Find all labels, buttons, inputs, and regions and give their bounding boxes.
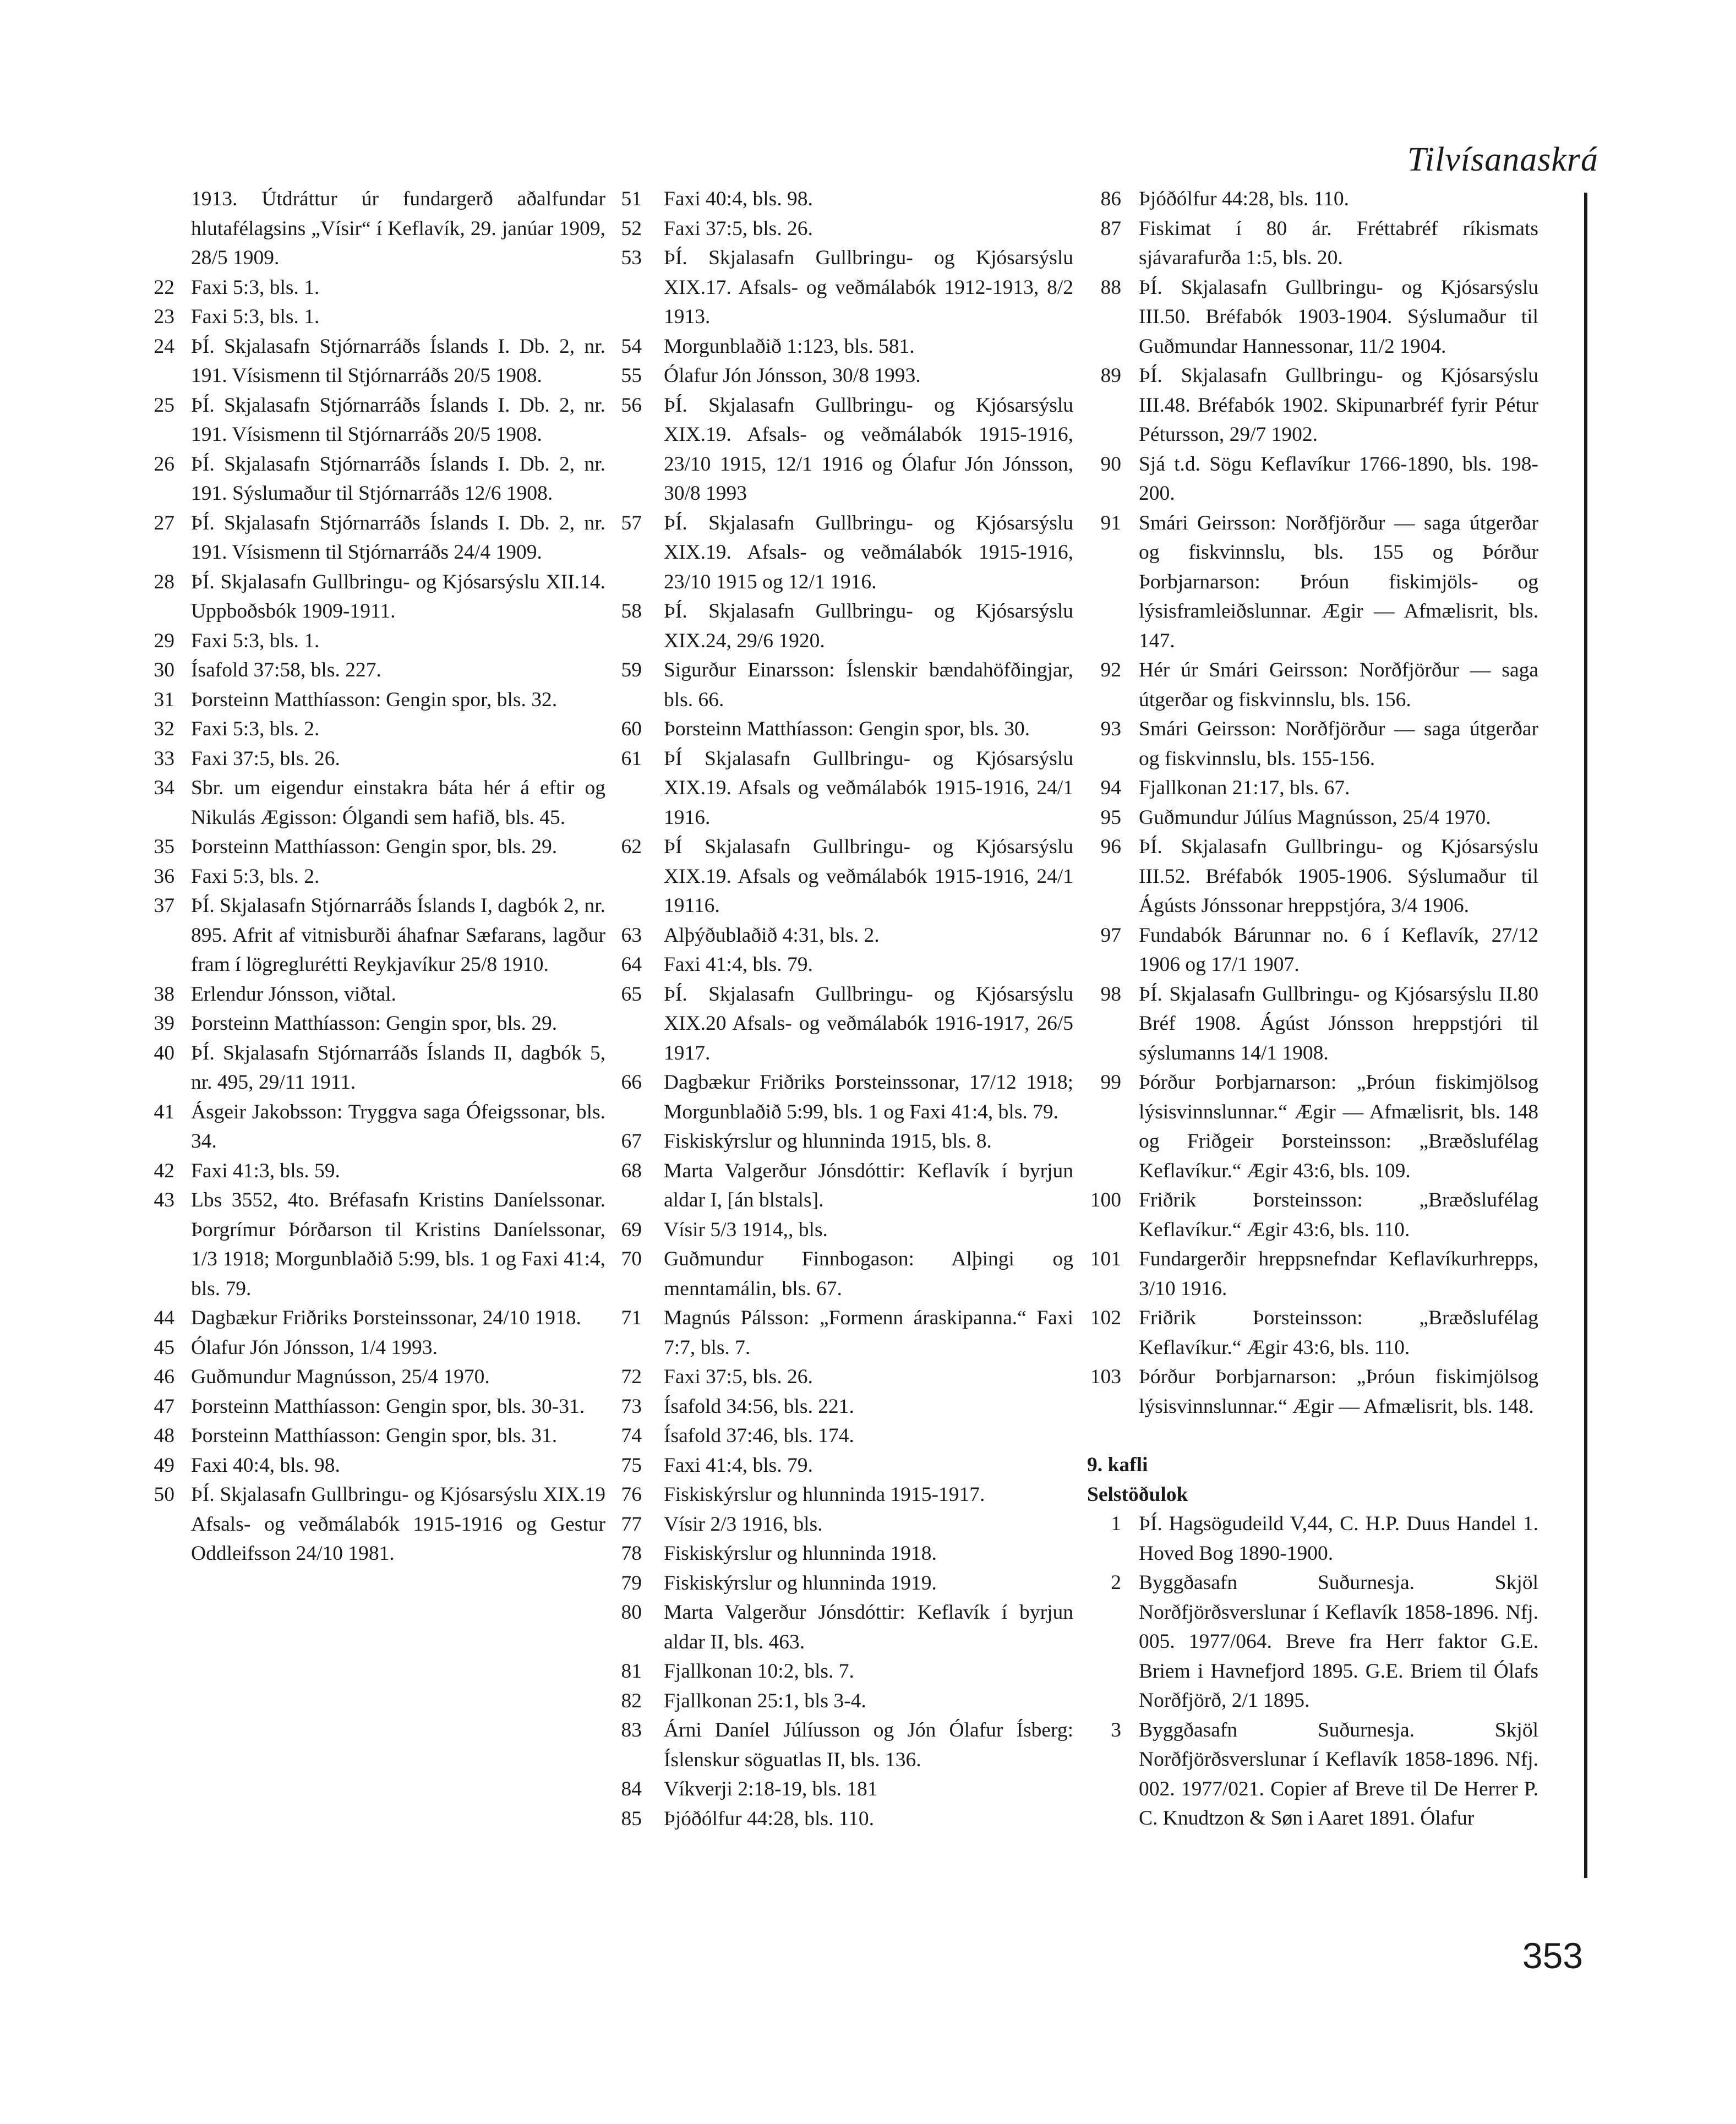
note-number: 90 xyxy=(1100,452,1121,476)
note-text: ÞÍ. Skjalasafn Gullbringu- og Kjósarsýslu XIX.17. Afsals- og veðmálabók 1912-1913, 8/2 1913. xyxy=(664,247,1073,328)
note-text: Ísafold 37:46, bls. 174. xyxy=(664,1424,854,1447)
note-text: Faxi 5:3, bls. 1. xyxy=(191,305,320,328)
note-number: 95 xyxy=(1100,806,1121,829)
note-entry xyxy=(1087,1186,1538,1244)
note-number: 26 xyxy=(154,452,174,476)
section-heading: Selstöðulok xyxy=(1087,1483,1188,1506)
note-entry xyxy=(615,1156,1073,1215)
note-text: Marta Valgerður Jónsdóttir: Keflavík í byrjun aldar II, bls. 463. xyxy=(664,1601,1073,1653)
note-text: Faxi 41:4, bls. 79. xyxy=(664,1454,813,1477)
note-text: ÞÍ. Skjalasafn Stjórnarráðs Íslands I. Db. 2, nr. 191. Vísismenn til Stjórnarráðs 24/4 1909. xyxy=(191,511,605,564)
note-text: Faxi 37:5, bls. 26. xyxy=(664,1366,813,1388)
note-entry xyxy=(140,656,605,685)
note-text: Ísafold 37:58, bls. 227. xyxy=(191,659,381,681)
note-entry xyxy=(140,1039,605,1098)
note-number: 103 xyxy=(1090,1366,1121,1388)
vertical-rule xyxy=(1584,193,1587,1878)
note-number: 51 xyxy=(621,188,642,210)
note-number: 47 xyxy=(154,1395,174,1418)
note-text: Sigurður Einarsson: Íslenskir bændahöfðingjar, bls. 66. xyxy=(664,659,1073,711)
note-text: Faxi 5:3, bls. 2. xyxy=(191,718,320,740)
note-entry xyxy=(615,921,1073,951)
continued-note: 1913. Útdráttur úr fundargerð aðalfundar hlutafélagsins „Vísir“ í Keflavík, 29. janúar 1909, 28/5 1909. xyxy=(191,188,605,269)
note-text: Smári Geirsson: Norðfjörður — saga útgerðar og fiskvinnslu, bls. 155-156. xyxy=(1139,718,1538,770)
note-number: 24 xyxy=(154,335,174,358)
note-number: 41 xyxy=(154,1100,174,1123)
note-number: 54 xyxy=(621,335,642,358)
note-entry xyxy=(140,1156,605,1186)
chapter-heading: 9. kafli xyxy=(1087,1454,1148,1476)
note-entry xyxy=(1087,921,1538,980)
note-text: ÞÍ. Skjalasafn Gullbringu- og Kjósarsýslu XIX.19. Afsals- og veðmálabók 1915-1916, 23/10 1915 og 12/1 1916. xyxy=(664,511,1073,593)
note-entry xyxy=(615,1421,1073,1451)
note-number: 59 xyxy=(621,659,642,681)
note-entry xyxy=(615,1716,1073,1774)
note-text: Lbs 3552, 4to. Bréfasafn Kristins Daníelssonar. Þorgrímur Þórðarson til Kristins Daníelssonar, 1/3 1918; Morgunblaðið 5:99, bls. 1 og Faxi 41:4, bls. 79. xyxy=(191,1189,605,1300)
note-entry xyxy=(1087,832,1538,921)
note-text: Fjallkonan 21:17, bls. 67. xyxy=(1139,777,1350,799)
note-text: Þorsteinn Matthíasson: Gengin spor, bls. 29. xyxy=(191,1012,558,1035)
note-number: 57 xyxy=(621,511,642,534)
note-entry xyxy=(140,891,605,980)
note-entry xyxy=(140,273,605,303)
note-number: 88 xyxy=(1100,276,1121,299)
note-text: Faxi 5:3, bls. 1. xyxy=(191,629,320,652)
note-number: 3 xyxy=(1111,1718,1121,1741)
note-number: 53 xyxy=(621,247,642,269)
note-entry xyxy=(615,950,1073,980)
note-text: Ólafur Jón Jónsson, 30/8 1993. xyxy=(664,364,921,387)
note-number: 55 xyxy=(621,364,642,387)
note-entry xyxy=(615,361,1073,391)
note-number: 43 xyxy=(154,1189,174,1211)
note-text: Faxi 41:4, bls. 79. xyxy=(664,953,813,976)
note-text: Fjallkonan 10:2, bls. 7. xyxy=(664,1660,854,1683)
note-number: 94 xyxy=(1100,777,1121,799)
note-text: Fiskiskýrslur og hlunninda 1918. xyxy=(664,1542,937,1565)
note-text: Hér úr Smári Geirsson: Norðfjörður — saga útgerðar og fiskvinnslu, bls. 156. xyxy=(1139,659,1538,711)
note-number: 83 xyxy=(621,1719,642,1741)
note-number: 91 xyxy=(1100,511,1121,534)
note-number: 85 xyxy=(621,1807,642,1830)
note-text: Guðmundur Júlíus Magnússon, 25/4 1970. xyxy=(1139,806,1491,829)
note-entry xyxy=(140,391,605,450)
note-entry xyxy=(1087,1244,1538,1303)
note-text: Árni Daníel Júlíusson og Jón Ólafur Ísberg: Íslenskur söguatlas II, bls. 136. xyxy=(664,1719,1073,1771)
note-number: 78 xyxy=(621,1542,642,1565)
notes-column-1 xyxy=(140,184,605,1569)
note-number: 102 xyxy=(1090,1307,1121,1329)
note-number: 86 xyxy=(1100,188,1121,210)
note-number: 89 xyxy=(1100,364,1121,387)
note-entry xyxy=(140,1009,605,1039)
notes-list xyxy=(615,184,1073,1833)
note-entry xyxy=(615,391,1073,509)
note-number: 1 xyxy=(1111,1513,1121,1535)
note-text: ÞÍ. Skjalasafn Stjórnarráðs Íslands I. Db. 2, nr. 191. Vísismenn til Stjórnarráðs 20/5 1908. xyxy=(191,335,605,387)
note-text: ÞÍ. Skjalasafn Gullbringu- og Kjósarsýslu XII.14. Uppboðsbók 1909-1911. xyxy=(191,570,605,623)
note-entry xyxy=(1087,1362,1538,1421)
note-text: Guðmundur Magnússon, 25/4 1970. xyxy=(191,1366,490,1388)
notes-list xyxy=(1087,184,1538,1421)
note-entry xyxy=(140,1421,605,1451)
note-number: 92 xyxy=(1100,659,1121,681)
note-number: 96 xyxy=(1100,836,1121,858)
note-entry xyxy=(1087,273,1538,362)
note-entry xyxy=(140,509,605,567)
note-entry xyxy=(615,1539,1073,1569)
note-text: Fiskiskýrslur og hlunninda 1915, bls. 8. xyxy=(664,1130,992,1153)
note-number: 40 xyxy=(154,1041,174,1064)
note-number: 76 xyxy=(621,1483,642,1506)
note-number: 87 xyxy=(1100,217,1121,240)
note-entry xyxy=(615,1068,1073,1127)
note-number: 28 xyxy=(154,570,174,593)
note-text: ÞÍ. Skjalasafn Gullbringu- og Kjósarsýslu III.50. Bréfabók 1903-1904. Sýslumaður til Guðmundar Hannessonar, 11/2 1904. xyxy=(1139,276,1538,358)
note-number: 52 xyxy=(621,217,642,240)
note-text: ÞÍ. Skjalasafn Gullbringu- og Kjósarsýslu III.48. Bréfabók 1902. Skipunarbréf fyrir Pétur Pétursson, 29/7 1902. xyxy=(1139,364,1538,446)
note-number: 93 xyxy=(1100,718,1121,740)
note-entry xyxy=(140,1480,605,1569)
note-entry xyxy=(615,656,1073,714)
note-entry xyxy=(1087,214,1538,273)
note-text: ÞÍ. Skjalasafn Gullbringu- og Kjósarsýslu XIX.20 Afsals- og veðmálabók 1916-1917, 26/5 1917. xyxy=(664,982,1073,1064)
page-number: 353 xyxy=(1522,1935,1583,1976)
note-entry xyxy=(1087,1509,1538,1568)
note-text: Fiskiskýrslur og hlunninda 1919. xyxy=(664,1571,937,1595)
note-text: Þórður Þorbjarnarson: „Þróun fiskimjölsog lýsisvinnslunnar.“ Ægir — Afmælisrit, bls. 148 og Friðgeir Þorsteinsson: „Bræðslufélag Keflavíkur.“ Ægir 43:6, bls. 109. xyxy=(1139,1071,1538,1182)
note-text: Sbr. um eigendur einstakra báta hér á eftir og Nikulás Ægisson: Ólgandi sem hafið, bls. 45. xyxy=(191,777,605,829)
note-entry xyxy=(140,1333,605,1363)
note-number: 68 xyxy=(621,1159,642,1182)
note-text: ÞÍ. Skjalasafn Stjórnarráðs Íslands I. Db. 2, nr. 191. Vísismenn til Stjórnarráðs 20/5 1908. xyxy=(191,394,605,446)
note-text: ÞÍ Skjalasafn Gullbringu- og Kjósarsýslu XIX.19. Afsals og veðmálabók 1915-1916, 24/1 1916. xyxy=(664,747,1073,829)
note-number: 36 xyxy=(154,865,174,888)
note-number: 77 xyxy=(621,1513,642,1536)
note-number: 38 xyxy=(154,982,174,1006)
note-entry xyxy=(140,714,605,744)
note-entry xyxy=(140,862,605,892)
note-text: Faxi 41:3, bls. 59. xyxy=(191,1159,340,1182)
note-number: 100 xyxy=(1090,1189,1121,1211)
note-entry xyxy=(615,1127,1073,1156)
note-text: Þorsteinn Matthíasson: Gengin spor, bls. 30. xyxy=(664,718,1030,740)
note-entry xyxy=(1087,509,1538,656)
note-number: 79 xyxy=(621,1571,642,1595)
note-number: 50 xyxy=(154,1483,174,1506)
note-text: ÞÍ. Skjalasafn Stjórnarráðs Íslands I. Db. 2, nr. 191. Sýslumaður til Stjórnarráðs 12/6 1908. xyxy=(191,452,605,505)
note-number: 29 xyxy=(154,629,174,652)
note-text: ÞÍ. Skjalasafn Stjórnarráðs Íslands II, dagbók 5, nr. 495, 29/11 1911. xyxy=(191,1041,605,1094)
note-entry xyxy=(1087,980,1538,1068)
note-entry xyxy=(1087,361,1538,450)
note-number: 80 xyxy=(621,1601,642,1624)
note-number: 72 xyxy=(621,1366,642,1388)
note-number: 61 xyxy=(621,747,642,770)
note-text: Fiskiskýrslur og hlunninda 1915-1917. xyxy=(664,1483,985,1506)
note-entry xyxy=(615,1598,1073,1657)
note-text: Friðrik Þorsteinsson: „Bræðslufélag Keflavíkur.“ Ægir 43:6, bls. 110. xyxy=(1139,1189,1538,1241)
note-number: 22 xyxy=(154,276,174,299)
note-entry xyxy=(615,332,1073,362)
note-text: Faxi 37:5, bls. 26. xyxy=(664,217,813,240)
note-entry xyxy=(140,1362,605,1392)
note-entry xyxy=(615,1657,1073,1686)
note-text: Ólafur Jón Jónsson, 1/4 1993. xyxy=(191,1336,438,1359)
note-text: Þorsteinn Matthíasson: Gengin spor, bls. 30-31. xyxy=(191,1395,585,1418)
note-entry xyxy=(140,744,605,774)
note-text: Faxi 40:4, bls. 98. xyxy=(664,188,813,210)
note-text: ÞÍ. Skjalasafn Gullbringu- og Kjósarsýslu III.52. Bréfabók 1905-1906. Sýslumaður til Ágústs Jónssonar hreppstjóra, 3/4 1906. xyxy=(1139,836,1538,917)
note-entry xyxy=(615,1510,1073,1539)
note-text: Víkverji 2:18-19, bls. 181 xyxy=(664,1778,878,1800)
section-spacer xyxy=(1087,1421,1538,1450)
note-number: 35 xyxy=(154,836,174,858)
note-number: 25 xyxy=(154,394,174,417)
note-number: 65 xyxy=(621,982,642,1006)
note-entry xyxy=(140,773,605,832)
note-number: 67 xyxy=(621,1130,642,1153)
note-entry xyxy=(615,1451,1073,1481)
note-text: Vísir 2/3 1916, bls. xyxy=(664,1513,823,1536)
note-number: 27 xyxy=(154,511,174,534)
note-entry xyxy=(140,332,605,391)
note-entry xyxy=(140,980,605,1009)
note-number: 74 xyxy=(621,1424,642,1447)
note-text: ÞÍ. Skjalasafn Gullbringu- og Kjósarsýslu XIX.24, 29/6 1920. xyxy=(664,600,1073,652)
note-text: Þorsteinn Matthíasson: Gengin spor, bls. 29. xyxy=(191,836,558,858)
note-text: Þórður Þorbjarnarson: „Þróun fiskimjölsog lýsisvinnslunnar.“ Ægir — Afmælisrit, bls. 148. xyxy=(1139,1366,1538,1418)
note-number: 37 xyxy=(154,894,174,917)
note-number: 63 xyxy=(621,924,642,947)
note-text: Faxi 5:3, bls. 2. xyxy=(191,865,320,888)
note-text: Marta Valgerður Jónsdóttir: Keflavík í byrjun aldar I, [án blstals]. xyxy=(664,1159,1073,1211)
note-text: Faxi 5:3, bls. 1. xyxy=(191,276,320,299)
note-number: 56 xyxy=(621,394,642,417)
note-entry xyxy=(140,1186,605,1303)
note-entry xyxy=(615,597,1073,656)
note-entry xyxy=(140,685,605,715)
note-entry xyxy=(1087,184,1538,214)
note-entry xyxy=(615,1244,1073,1303)
note-number: 82 xyxy=(621,1689,642,1712)
note-number: 75 xyxy=(621,1454,642,1477)
note-text: Smári Geirsson: Norðfjörður — saga útgerðar og fiskvinnslu, bls. 155 og Þórður Þorbjarnarson: Þróun fiskimjöls- og lýsisframleiðslunnar. Ægir — Afmælisrit, bls. 147. xyxy=(1139,511,1538,652)
note-entry xyxy=(615,1774,1073,1804)
note-text: Fundabók Bárunnar no. 6 í Keflavík, 27/12 1906 og 17/1 1907. xyxy=(1139,924,1538,976)
note-entry xyxy=(140,1451,605,1481)
note-number: 70 xyxy=(621,1248,642,1270)
note-number: 62 xyxy=(621,836,642,858)
note-entry xyxy=(140,1392,605,1422)
note-entry xyxy=(1087,1303,1538,1362)
note-number: 98 xyxy=(1100,982,1121,1006)
note-entry xyxy=(140,1098,605,1156)
note-number: 31 xyxy=(154,688,174,711)
note-number: 64 xyxy=(621,953,642,976)
note-text: Byggðasafn Suðurnesja. Skjöl Norðfjörðsverslunar í Keflavík 1858-1896. Nfj. 005. 1977/064. Breve fra Herr faktor G.E. Briem i Havnefjord 1895. G.E. Briem til Ólafs Norðfjörð, 2/1 1895. xyxy=(1139,1571,1538,1712)
notes-column-2 xyxy=(615,184,1073,1833)
note-entry xyxy=(140,626,605,656)
notes-list xyxy=(140,273,605,1569)
note-text: Sjá t.d. Sögu Keflavíkur 1766-1890, bls. 198-200. xyxy=(1139,452,1538,505)
note-entry xyxy=(140,832,605,862)
note-entry xyxy=(615,1480,1073,1510)
note-text: Vísir 5/3 1914,, bls. xyxy=(664,1218,828,1241)
note-entry xyxy=(615,509,1073,597)
note-number: 101 xyxy=(1090,1248,1121,1270)
note-number: 58 xyxy=(621,600,642,623)
note-text: Þorsteinn Matthíasson: Gengin spor, bls. 32. xyxy=(191,688,558,711)
note-entry xyxy=(1087,773,1538,803)
note-number: 33 xyxy=(154,747,174,770)
note-number: 66 xyxy=(621,1071,642,1094)
note-text: Fiskimat í 80 ár. Fréttabréf ríkismats sjávarafurða 1:5, bls. 20. xyxy=(1139,217,1538,269)
note-text: Alþýðublaðið 4:31, bls. 2. xyxy=(664,924,880,947)
note-number: 60 xyxy=(621,718,642,740)
note-number: 99 xyxy=(1100,1071,1121,1094)
note-entry xyxy=(615,1686,1073,1716)
note-text: ÞÍ. Skjalasafn Gullbringu- og Kjósarsýslu XIX.19 Afsals- og veðmálabók 1915-1916 og Gestur Oddleifsson 24/10 1981. xyxy=(191,1483,605,1565)
note-entry xyxy=(615,832,1073,921)
note-entry xyxy=(615,1569,1073,1598)
note-entry xyxy=(1087,1568,1538,1716)
note-entry xyxy=(615,243,1073,332)
note-number: 42 xyxy=(154,1159,174,1182)
note-entry xyxy=(615,744,1073,833)
note-entry xyxy=(615,1303,1073,1362)
note-text: Dagbækur Friðriks Þorsteinssonar, 17/12 1918; Morgunblaðið 5:99, bls. 1 og Faxi 41:4, bls. 79. xyxy=(664,1071,1073,1123)
note-text: Þjóðólfur 44:28, bls. 110. xyxy=(664,1807,874,1830)
notes-list xyxy=(1087,1509,1538,1833)
note-text: Erlendur Jónsson, viðtal. xyxy=(191,982,396,1006)
note-text: Friðrik Þorsteinsson: „Bræðslufélag Keflavíkur.“ Ægir 43:6, bls. 110. xyxy=(1139,1307,1538,1359)
note-text: Þjóðólfur 44:28, bls. 110. xyxy=(1139,188,1349,210)
note-text: Guðmundur Finnbogason: Alþingi og menntamálin, bls. 67. xyxy=(664,1248,1073,1300)
note-text: Byggðasafn Suðurnesja. Skjöl Norðfjörðsverslunar í Keflavík 1858-1896. Nfj. 002. 1977/021. Copier af Breve til De Herrer P. C. Knudtzon & Søn i Aaret 1891. Ólafur xyxy=(1139,1718,1538,1830)
note-text: Dagbækur Friðriks Þorsteinssonar, 24/10 1918. xyxy=(191,1307,581,1329)
note-number: 84 xyxy=(621,1778,642,1800)
note-number: 23 xyxy=(154,305,174,328)
note-text: Fjallkonan 25:1, bls 3-4. xyxy=(664,1689,866,1712)
note-text: Ísafold 34:56, bls. 221. xyxy=(664,1395,854,1418)
note-text: ÞÍ Skjalasafn Gullbringu- og Kjósarsýslu XIX.19. Afsals og veðmálabók 1915-1916, 24/1 19116. xyxy=(664,836,1073,917)
running-title: Tilvísanaskrá xyxy=(1407,141,1598,178)
note-text: Ásgeir Jakobsson: Tryggva saga Ófeigssonar, bls. 34. xyxy=(191,1100,605,1153)
note-entry xyxy=(615,214,1073,244)
note-number: 97 xyxy=(1100,924,1121,947)
note-number: 30 xyxy=(154,659,174,681)
note-number: 34 xyxy=(154,777,174,799)
note-entry xyxy=(1087,450,1538,509)
note-text: Fundargerðir hreppsnefndar Keflavíkurhrepps, 3/10 1916. xyxy=(1139,1248,1538,1300)
note-entry xyxy=(615,980,1073,1068)
note-text: ÞÍ. Skjalasafn Gullbringu- og Kjósarsýslu II.80 Bréf 1908. Ágúst Jónsson hreppstjóri til sýslumanns 14/1 1908. xyxy=(1139,982,1538,1064)
note-text: Þorsteinn Matthíasson: Gengin spor, bls. 31. xyxy=(191,1424,558,1447)
note-text: Morgunblaðið 1:123, bls. 581. xyxy=(664,335,915,358)
note-entry xyxy=(1087,1068,1538,1186)
note-number: 45 xyxy=(154,1336,174,1359)
note-entry xyxy=(1087,803,1538,833)
note-entry xyxy=(615,1362,1073,1392)
note-number: 32 xyxy=(154,718,174,740)
note-number: 71 xyxy=(621,1307,642,1329)
note-number: 69 xyxy=(621,1218,642,1241)
note-text: Faxi 37:5, bls. 26. xyxy=(191,747,340,770)
note-text: Magnús Pálsson: „Formenn áraskipanna.“ Faxi 7:7, bls. 7. xyxy=(664,1307,1073,1359)
note-text: ÞÍ. Skjalasafn Stjórnarráðs Íslands I, dagbók 2, nr. 895. Afrit af vitnisburði áhafnar Sæfarans, lagður fram í lögreglurétti Reykjavíkur 25/8 1910. xyxy=(191,894,606,976)
note-entry xyxy=(615,1392,1073,1422)
note-entry xyxy=(615,1215,1073,1245)
note-entry xyxy=(140,302,605,332)
note-entry xyxy=(1087,1716,1538,1833)
note-number: 49 xyxy=(154,1454,174,1477)
notes-column-3 xyxy=(1087,184,1538,1833)
note-entry xyxy=(140,1303,605,1333)
note-entry xyxy=(140,567,605,626)
note-number: 2 xyxy=(1111,1571,1121,1594)
note-entry xyxy=(615,184,1073,214)
note-text: Faxi 40:4, bls. 98. xyxy=(191,1454,340,1477)
note-entry xyxy=(1087,714,1538,773)
note-entry xyxy=(140,450,605,509)
note-number: 44 xyxy=(154,1307,174,1329)
note-number: 48 xyxy=(154,1424,174,1447)
note-number: 39 xyxy=(154,1012,174,1035)
note-entry xyxy=(615,1804,1073,1834)
note-number: 46 xyxy=(154,1366,174,1388)
note-text: ÞÍ. Hagsögudeild V,44, C. H.P. Duus Handel 1. Hoved Bog 1890-1900. xyxy=(1139,1513,1538,1565)
note-text: ÞÍ. Skjalasafn Gullbringu- og Kjósarsýslu XIX.19. Afsals- og veðmálabók 1915-1916, 23/10 1915, 12/1 1916 og Ólafur Jón Jónsson, 30/8 1993 xyxy=(664,394,1073,505)
note-number: 73 xyxy=(621,1395,642,1418)
note-entry xyxy=(1087,656,1538,714)
note-number: 81 xyxy=(621,1660,642,1683)
note-entry xyxy=(615,714,1073,744)
